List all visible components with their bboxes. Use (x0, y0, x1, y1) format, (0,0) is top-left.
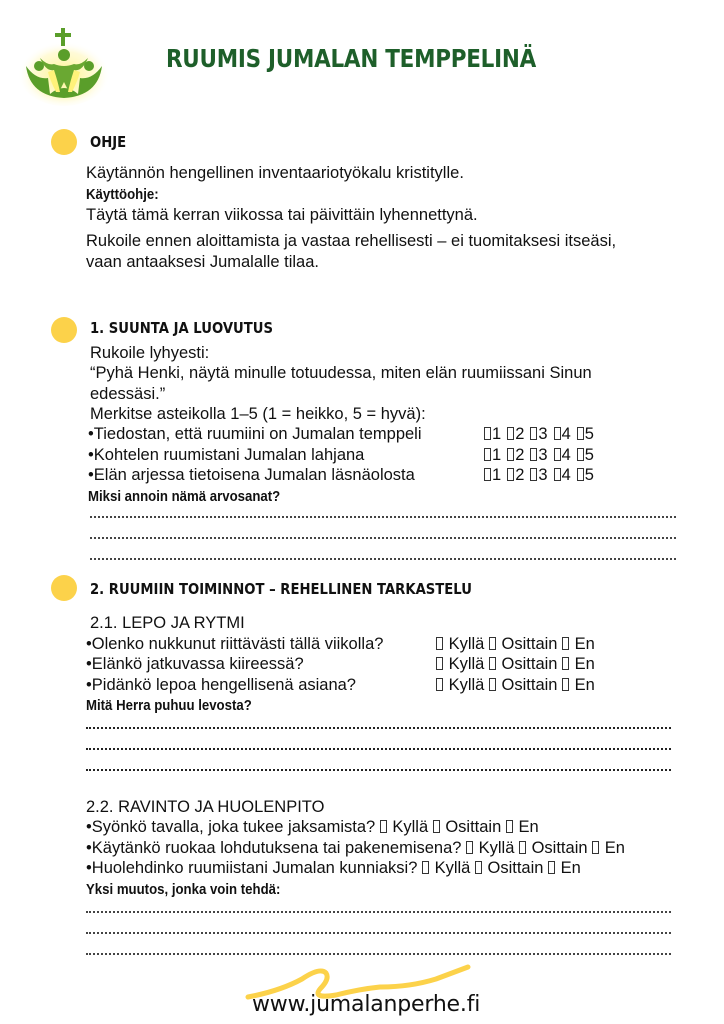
rating-option-label: 3 (538, 466, 548, 484)
checkbox-icon[interactable] (592, 841, 599, 854)
rating-scale (484, 445, 594, 466)
rating-option[interactable] (577, 425, 594, 443)
answer-line[interactable] (90, 558, 676, 560)
answer-options (436, 634, 595, 655)
question-wrap (86, 695, 274, 717)
checkbox-icon[interactable] (484, 427, 491, 440)
checkbox-icon[interactable] (554, 448, 561, 461)
scale-instruction: Merkitse asteikolla 1–5 (1 = heikko, 5 = hyvä): (90, 405, 426, 423)
rating-item: •Tiedostan, että ruumiini on Jumalan temppeli (88, 425, 422, 443)
intro-text: Rukoile ennen aloittamista ja vastaa rehellisesti – ei tuomitaksesi itseäsi, (86, 232, 617, 250)
rating-option[interactable] (507, 446, 524, 464)
section-bullet-icon (51, 317, 77, 343)
question-item: •Olenko nukkunut riittävästi tällä viikolla? (86, 635, 384, 653)
checkbox-icon[interactable] (507, 468, 514, 481)
rating-option-label: 5 (584, 446, 594, 464)
checkbox-icon[interactable] (489, 637, 496, 650)
checkbox-icon[interactable] (562, 657, 569, 670)
option-label: En (574, 655, 595, 673)
rating-option-label: 4 (561, 466, 571, 484)
option-label: Kyllä (448, 655, 485, 673)
rating-option[interactable] (577, 446, 594, 464)
checkbox-icon[interactable] (433, 820, 440, 833)
rating-option-label: 2 (515, 466, 525, 484)
rating-option-label: 5 (584, 466, 594, 484)
checkbox-icon[interactable] (380, 820, 387, 833)
section1-heading: 1. SUUNTA JA LUOVUTUS (90, 319, 273, 337)
checkbox-icon[interactable] (507, 427, 514, 440)
checkbox-icon[interactable] (422, 861, 429, 874)
option-label: Kyllä (478, 839, 515, 857)
option-label: Kyllä (448, 676, 485, 694)
checkbox-icon[interactable] (436, 637, 443, 650)
checkbox-icon[interactable] (530, 427, 537, 440)
intro-text: vaan antaaksesi Jumalalle tilaa. (86, 253, 319, 271)
subsection-heading: 2.1. LEPO JA RYTMI (90, 614, 245, 632)
rating-option[interactable] (507, 425, 524, 443)
logo (18, 22, 110, 106)
rating-option[interactable] (530, 466, 547, 484)
checkbox-icon[interactable] (530, 448, 537, 461)
question-item-with-options (86, 838, 625, 859)
checkbox-icon[interactable] (506, 820, 513, 833)
usage-label-wrap (86, 184, 169, 206)
question-item: •Pidänkö lepoa hengellisenä asiana? (86, 676, 356, 694)
rating-option-label: 1 (492, 466, 502, 484)
rating-option[interactable] (484, 446, 501, 464)
checkbox-icon[interactable] (562, 678, 569, 691)
rating-option[interactable] (484, 425, 501, 443)
people-cross-logo-icon (18, 22, 110, 106)
option-label: En (560, 859, 581, 877)
answer-line[interactable] (90, 537, 676, 539)
rating-option[interactable] (554, 425, 571, 443)
rating-scale (484, 465, 594, 486)
rating-option-label: 5 (584, 425, 594, 443)
intro-heading: OHJE (90, 133, 127, 151)
rating-item: •Elän arjessa tietoisena Jumalan läsnäolosta (88, 466, 415, 484)
checkbox-icon[interactable] (475, 861, 482, 874)
option-label: En (518, 818, 539, 836)
option-label: Kyllä (434, 859, 471, 877)
checkbox-icon[interactable] (562, 637, 569, 650)
checkbox-icon[interactable] (577, 468, 584, 481)
question-wrap (86, 879, 307, 901)
question-label: Yksi muutos, jonka voin tehdä: (86, 881, 281, 898)
checkbox-icon[interactable] (466, 841, 473, 854)
checkbox-icon[interactable] (484, 468, 491, 481)
usage-label: Käyttöohje: (86, 186, 159, 203)
checkbox-icon[interactable] (484, 448, 491, 461)
rating-option[interactable] (530, 446, 547, 464)
question-item-with-options (86, 817, 539, 838)
option-label: Osittain (487, 859, 544, 877)
rating-option[interactable] (554, 446, 571, 464)
option-label: Osittain (445, 818, 502, 836)
checkbox-icon[interactable] (548, 861, 555, 874)
page-title: RUUMIS JUMALAN TEMPPELINÄ (166, 44, 536, 73)
question-label: Miksi annoin nämä arvosanat? (88, 488, 281, 505)
option-label: Kyllä (448, 635, 485, 653)
subsection-heading: 2.2. RAVINTO JA HUOLENPITO (86, 798, 325, 816)
rating-option[interactable] (507, 466, 524, 484)
checkbox-icon[interactable] (530, 468, 537, 481)
section-bullet-icon (51, 575, 77, 601)
answer-line[interactable] (86, 911, 671, 913)
question-label: Mitä Herra puhuu levosta? (86, 697, 252, 714)
prayer-text: “Pyhä Henki, näytä minulle totuudessa, miten elän ruumiissani Sinun (90, 364, 592, 382)
rating-option-label: 3 (538, 446, 548, 464)
website-link[interactable]: www.jumalanperhe.fi (252, 992, 481, 1017)
checkbox-icon[interactable] (577, 427, 584, 440)
rating-option-label: 3 (538, 425, 548, 443)
option-label: Osittain (501, 676, 558, 694)
answer-options (436, 654, 595, 675)
option-label: En (604, 839, 625, 857)
rating-option-label: 1 (492, 446, 502, 464)
section-bullet-icon (51, 129, 77, 155)
answer-line[interactable] (86, 769, 671, 771)
option-label: Osittain (531, 839, 588, 857)
prayer-text: edessäsi.” (90, 385, 166, 403)
pray-label: Rukoile lyhyesti: (90, 344, 210, 362)
option-label: Osittain (501, 655, 558, 673)
checkbox-icon[interactable] (519, 841, 526, 854)
answer-line[interactable] (86, 727, 671, 729)
answer-line[interactable] (86, 748, 671, 750)
checkbox-icon[interactable] (489, 678, 496, 691)
question-item: •Käytänkö ruokaa lohdutuksena tai pakenemisena? (86, 839, 462, 857)
rating-option-label: 2 (515, 425, 525, 443)
checkbox-icon[interactable] (436, 678, 443, 691)
answer-line[interactable] (86, 932, 671, 934)
option-label: En (574, 635, 595, 653)
rating-option[interactable] (530, 425, 547, 443)
option-label: En (574, 676, 595, 694)
rating-option-label: 2 (515, 446, 525, 464)
option-label: Kyllä (392, 818, 429, 836)
rating-option[interactable] (484, 466, 501, 484)
question-wrap (88, 486, 306, 508)
intro-text: Täytä tämä kerran viikossa tai päivittäin lyhennettynä. (86, 206, 478, 224)
rating-option[interactable] (577, 466, 594, 484)
checkbox-icon[interactable] (507, 448, 514, 461)
rating-option-label: 1 (492, 425, 502, 443)
question-item: •Huolehdinko ruumiistani Jumalan kunniaksi? (86, 859, 418, 877)
question-item: •Elänkö jatkuvassa kiireessä? (86, 655, 304, 673)
answer-options (436, 675, 595, 696)
section2-heading: 2. RUUMIIN TOIMINNOT – REHELLINEN TARKASTELU (90, 580, 472, 598)
option-label: Osittain (501, 635, 558, 653)
question-item-with-options (86, 858, 581, 879)
rating-scale (484, 424, 594, 445)
checkbox-icon[interactable] (489, 657, 496, 670)
rating-option-label: 4 (561, 446, 571, 464)
intro-text: Käytännön hengellinen inventaariotyökalu kristitylle. (86, 164, 464, 182)
answer-line[interactable] (90, 516, 676, 518)
rating-option[interactable] (554, 466, 571, 484)
checkbox-icon[interactable] (577, 448, 584, 461)
rating-option-label: 4 (561, 425, 571, 443)
rating-item: •Kohtelen ruumistani Jumalan lahjana (88, 446, 365, 464)
checkbox-icon[interactable] (436, 657, 443, 670)
checkbox-icon[interactable] (554, 468, 561, 481)
question-item: •Syönkö tavalla, joka tukee jaksamista? (86, 818, 376, 836)
checkbox-icon[interactable] (554, 427, 561, 440)
